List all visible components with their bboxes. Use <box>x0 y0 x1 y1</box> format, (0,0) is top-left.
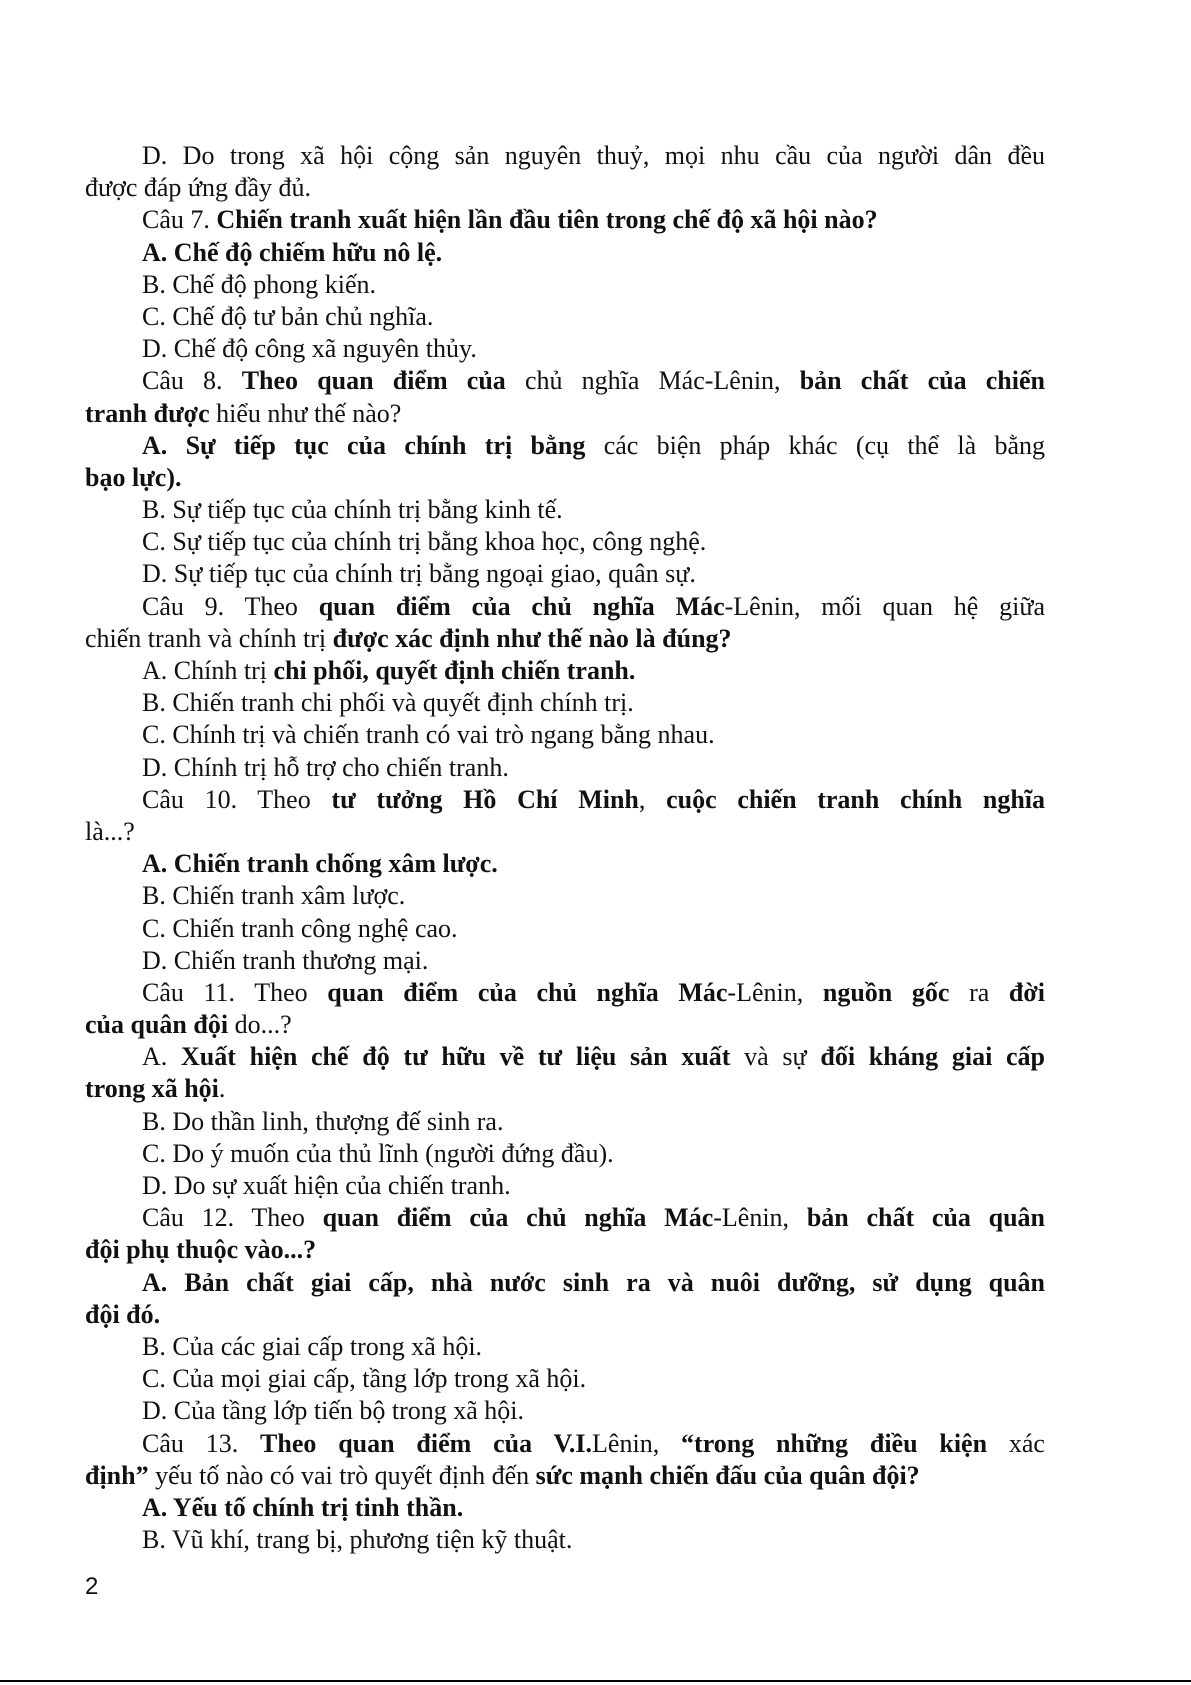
text-run: C. Sự tiếp tục của chính trị bằng khoa học, công nghệ. <box>142 527 707 557</box>
text-run: C. Chính trị và chiến tranh có vai trò ngang bằng nhau. <box>142 720 715 750</box>
text-run: B. Chiến tranh chi phối và quyết định chính trị. <box>142 688 634 718</box>
text-line <box>85 1073 1045 1105</box>
bold-text-run: quan điểm của chủ nghĩa Mác <box>322 1203 714 1233</box>
text-line <box>85 655 1045 687</box>
text-line <box>85 365 1045 397</box>
text-run: D. Chiến tranh thương mại. <box>142 945 429 975</box>
text-line <box>85 1428 1045 1460</box>
bold-text-run: A. Bản chất giai cấp, nhà nước sinh ra và nuôi dưỡng, sử dụng quân <box>142 1267 1045 1297</box>
text-run: B. Chế độ phong kiến. <box>142 269 376 299</box>
text-line <box>85 1170 1045 1202</box>
text-line <box>85 1299 1045 1331</box>
bold-text-run: định” <box>85 1460 156 1490</box>
text-line <box>85 1138 1045 1170</box>
text-run: C. Do ý muốn của thủ lĩnh (người đứng đầu). <box>142 1138 614 1168</box>
bold-text-run: Theo quan điểm của V.I. <box>260 1428 593 1458</box>
bold-text-run: A. Yếu tố chính trị tinh thần. <box>142 1492 464 1522</box>
page-number: 2 <box>85 1573 99 1600</box>
bold-text-run: tư tưởng Hồ Chí Minh <box>331 784 639 814</box>
text-line <box>85 977 1045 1009</box>
bold-text-run: nguồn gốc <box>822 977 970 1007</box>
text-line <box>85 623 1045 655</box>
bold-text-run: “trong những điều kiện <box>681 1428 1009 1458</box>
text-line <box>85 1395 1045 1427</box>
bold-text-run: Theo quan điểm của <box>241 366 525 396</box>
text-run: -Lênin, <box>727 977 823 1007</box>
text-line <box>85 172 1045 204</box>
text-run: Câu 9. Theo <box>142 591 319 621</box>
text-line <box>85 1460 1045 1492</box>
bold-text-run: quan điểm của chủ nghĩa Mác <box>318 591 725 621</box>
bold-text-run: đội đó. <box>85 1299 161 1329</box>
text-run: D. Sự tiếp tục của chính trị bằng ngoại giao, quân sự. <box>142 559 696 589</box>
text-line <box>85 204 1045 236</box>
document-body <box>85 140 1045 1556</box>
text-line <box>85 269 1045 301</box>
text-run: D. Do sự xuất hiện của chiến tranh. <box>142 1171 511 1200</box>
text-line <box>85 1009 1045 1041</box>
bold-text-run: đời <box>1008 977 1046 1007</box>
text-run: chủ nghĩa Mác-Lênin, <box>524 366 800 396</box>
bold-text-run: trong xã hội <box>85 1074 219 1104</box>
text-run: là...? <box>85 816 135 846</box>
text-run: các biện pháp khác (cụ thể là bằng <box>603 430 1045 460</box>
text-line <box>85 945 1045 977</box>
text-line <box>85 1106 1045 1138</box>
bold-text-run: A. Chế độ chiếm hữu nô lệ. <box>142 237 443 267</box>
text-run: hiểu như thế nào? <box>216 398 402 428</box>
bold-text-run: sức mạnh chiến đấu của quân đội? <box>535 1460 920 1490</box>
text-run: D. Chính trị hỗ trợ cho chiến tranh. <box>142 752 509 782</box>
text-run: Câu 10. Theo <box>142 784 332 814</box>
bold-text-run: Xuất hiện chế độ tư hữu về tư liệu sản xuất <box>181 1042 745 1072</box>
text-line <box>85 558 1045 590</box>
bold-text-run: của quân đội <box>85 1010 235 1040</box>
text-line <box>85 494 1045 526</box>
text-run: C. Của mọi giai cấp, tầng lớp trong xã hội. <box>142 1364 587 1394</box>
text-line <box>85 140 1045 172</box>
text-line <box>85 398 1045 430</box>
text-line <box>85 591 1045 623</box>
text-line <box>85 1363 1045 1395</box>
bold-text-run: Chiến tranh xuất hiện lần đầu tiên trong chế độ xã hội nào? <box>216 205 878 235</box>
bottom-rule <box>0 1680 1191 1682</box>
text-run: được đáp ứng đầy đủ. <box>85 173 312 203</box>
bold-text-run: A. Sự tiếp tục của chính trị bằng <box>142 430 604 460</box>
text-run: B. Do thần linh, thượng đế sinh ra. <box>142 1106 504 1136</box>
text-line <box>85 687 1045 719</box>
text-run: chiến tranh và chính trị <box>85 623 333 653</box>
bold-text-run: bản chất của chiến <box>799 366 1045 396</box>
text-run: D. Chế độ công xã nguyên thủy. <box>142 334 477 364</box>
text-run: A. <box>142 1042 181 1072</box>
text-run: và sự <box>744 1042 821 1072</box>
text-line <box>85 719 1045 751</box>
bold-text-run: được xác định như thế nào là đúng? <box>332 623 732 653</box>
text-line <box>85 848 1045 880</box>
text-line <box>85 1331 1045 1363</box>
text-run: B. Sự tiếp tục của chính trị bằng kinh tế. <box>142 495 563 525</box>
text-line <box>85 1234 1045 1266</box>
bold-text-run: tranh được <box>85 398 217 428</box>
text-line <box>85 880 1045 912</box>
text-run: Câu 8. <box>142 366 242 396</box>
bold-text-run: đội phụ thuộc vào...? <box>85 1235 317 1265</box>
text-line <box>85 816 1045 848</box>
text-line <box>85 301 1045 333</box>
text-line <box>85 1041 1045 1073</box>
text-run: A. Chính trị <box>142 656 274 685</box>
text-line <box>85 1524 1045 1556</box>
text-line <box>85 462 1045 494</box>
text-run: . <box>218 1074 226 1104</box>
text-run: D. Của tầng lớp tiến bộ trong xã hội. <box>142 1396 525 1426</box>
bold-text-run: quan điểm của chủ nghĩa Mác <box>327 977 728 1007</box>
text-line <box>85 1202 1045 1234</box>
text-run: D. Do trong xã hội cộng sản nguyên thuỷ, mọi nhu cầu của người dân đều <box>142 141 1045 170</box>
bold-text-run: cuộc chiến tranh chính nghĩa <box>666 784 1046 814</box>
text-run: xác <box>1008 1428 1045 1458</box>
text-line <box>85 237 1045 269</box>
text-run: C. Chiến tranh công nghệ cao. <box>142 913 458 943</box>
text-line <box>85 1267 1045 1299</box>
bold-text-run: chi phối, quyết định chiến tranh. <box>273 656 636 685</box>
text-run: ra <box>969 977 1009 1007</box>
bold-text-run: bản chất của quân <box>806 1203 1046 1233</box>
bold-text-run: A. Chiến tranh chống xâm lược. <box>142 849 498 879</box>
text-run: B. Của các giai cấp trong xã hội. <box>142 1331 483 1361</box>
text-line <box>85 752 1045 784</box>
text-line <box>85 913 1045 945</box>
text-run: -Lênin, mối quan hệ giữa <box>724 591 1045 621</box>
bold-text-run: đối kháng giai cấp <box>820 1042 1046 1072</box>
bold-text-run: bạo lực). <box>85 462 182 492</box>
text-run: Câu 11. Theo <box>142 977 328 1007</box>
text-line <box>85 1492 1045 1524</box>
text-run: B. Vũ khí, trang bị, phương tiện kỹ thuật. <box>142 1525 573 1555</box>
text-line <box>85 333 1045 365</box>
text-run: yếu tố nào có vai trò quyết định đến <box>155 1460 536 1490</box>
text-line <box>85 526 1045 558</box>
text-run: do...? <box>234 1010 292 1040</box>
text-line <box>85 430 1045 462</box>
text-run: Câu 12. Theo <box>142 1203 323 1233</box>
text-run: C. Chế độ tư bản chủ nghĩa. <box>142 301 434 331</box>
text-run: Câu 13. <box>142 1428 261 1458</box>
text-run: B. Chiến tranh xâm lược. <box>142 881 406 911</box>
text-run: , <box>638 784 667 814</box>
text-run: Câu 7. <box>142 205 217 235</box>
text-line <box>85 784 1045 816</box>
text-run: -Lênin, <box>713 1203 807 1233</box>
text-run: Lênin, <box>592 1428 682 1458</box>
